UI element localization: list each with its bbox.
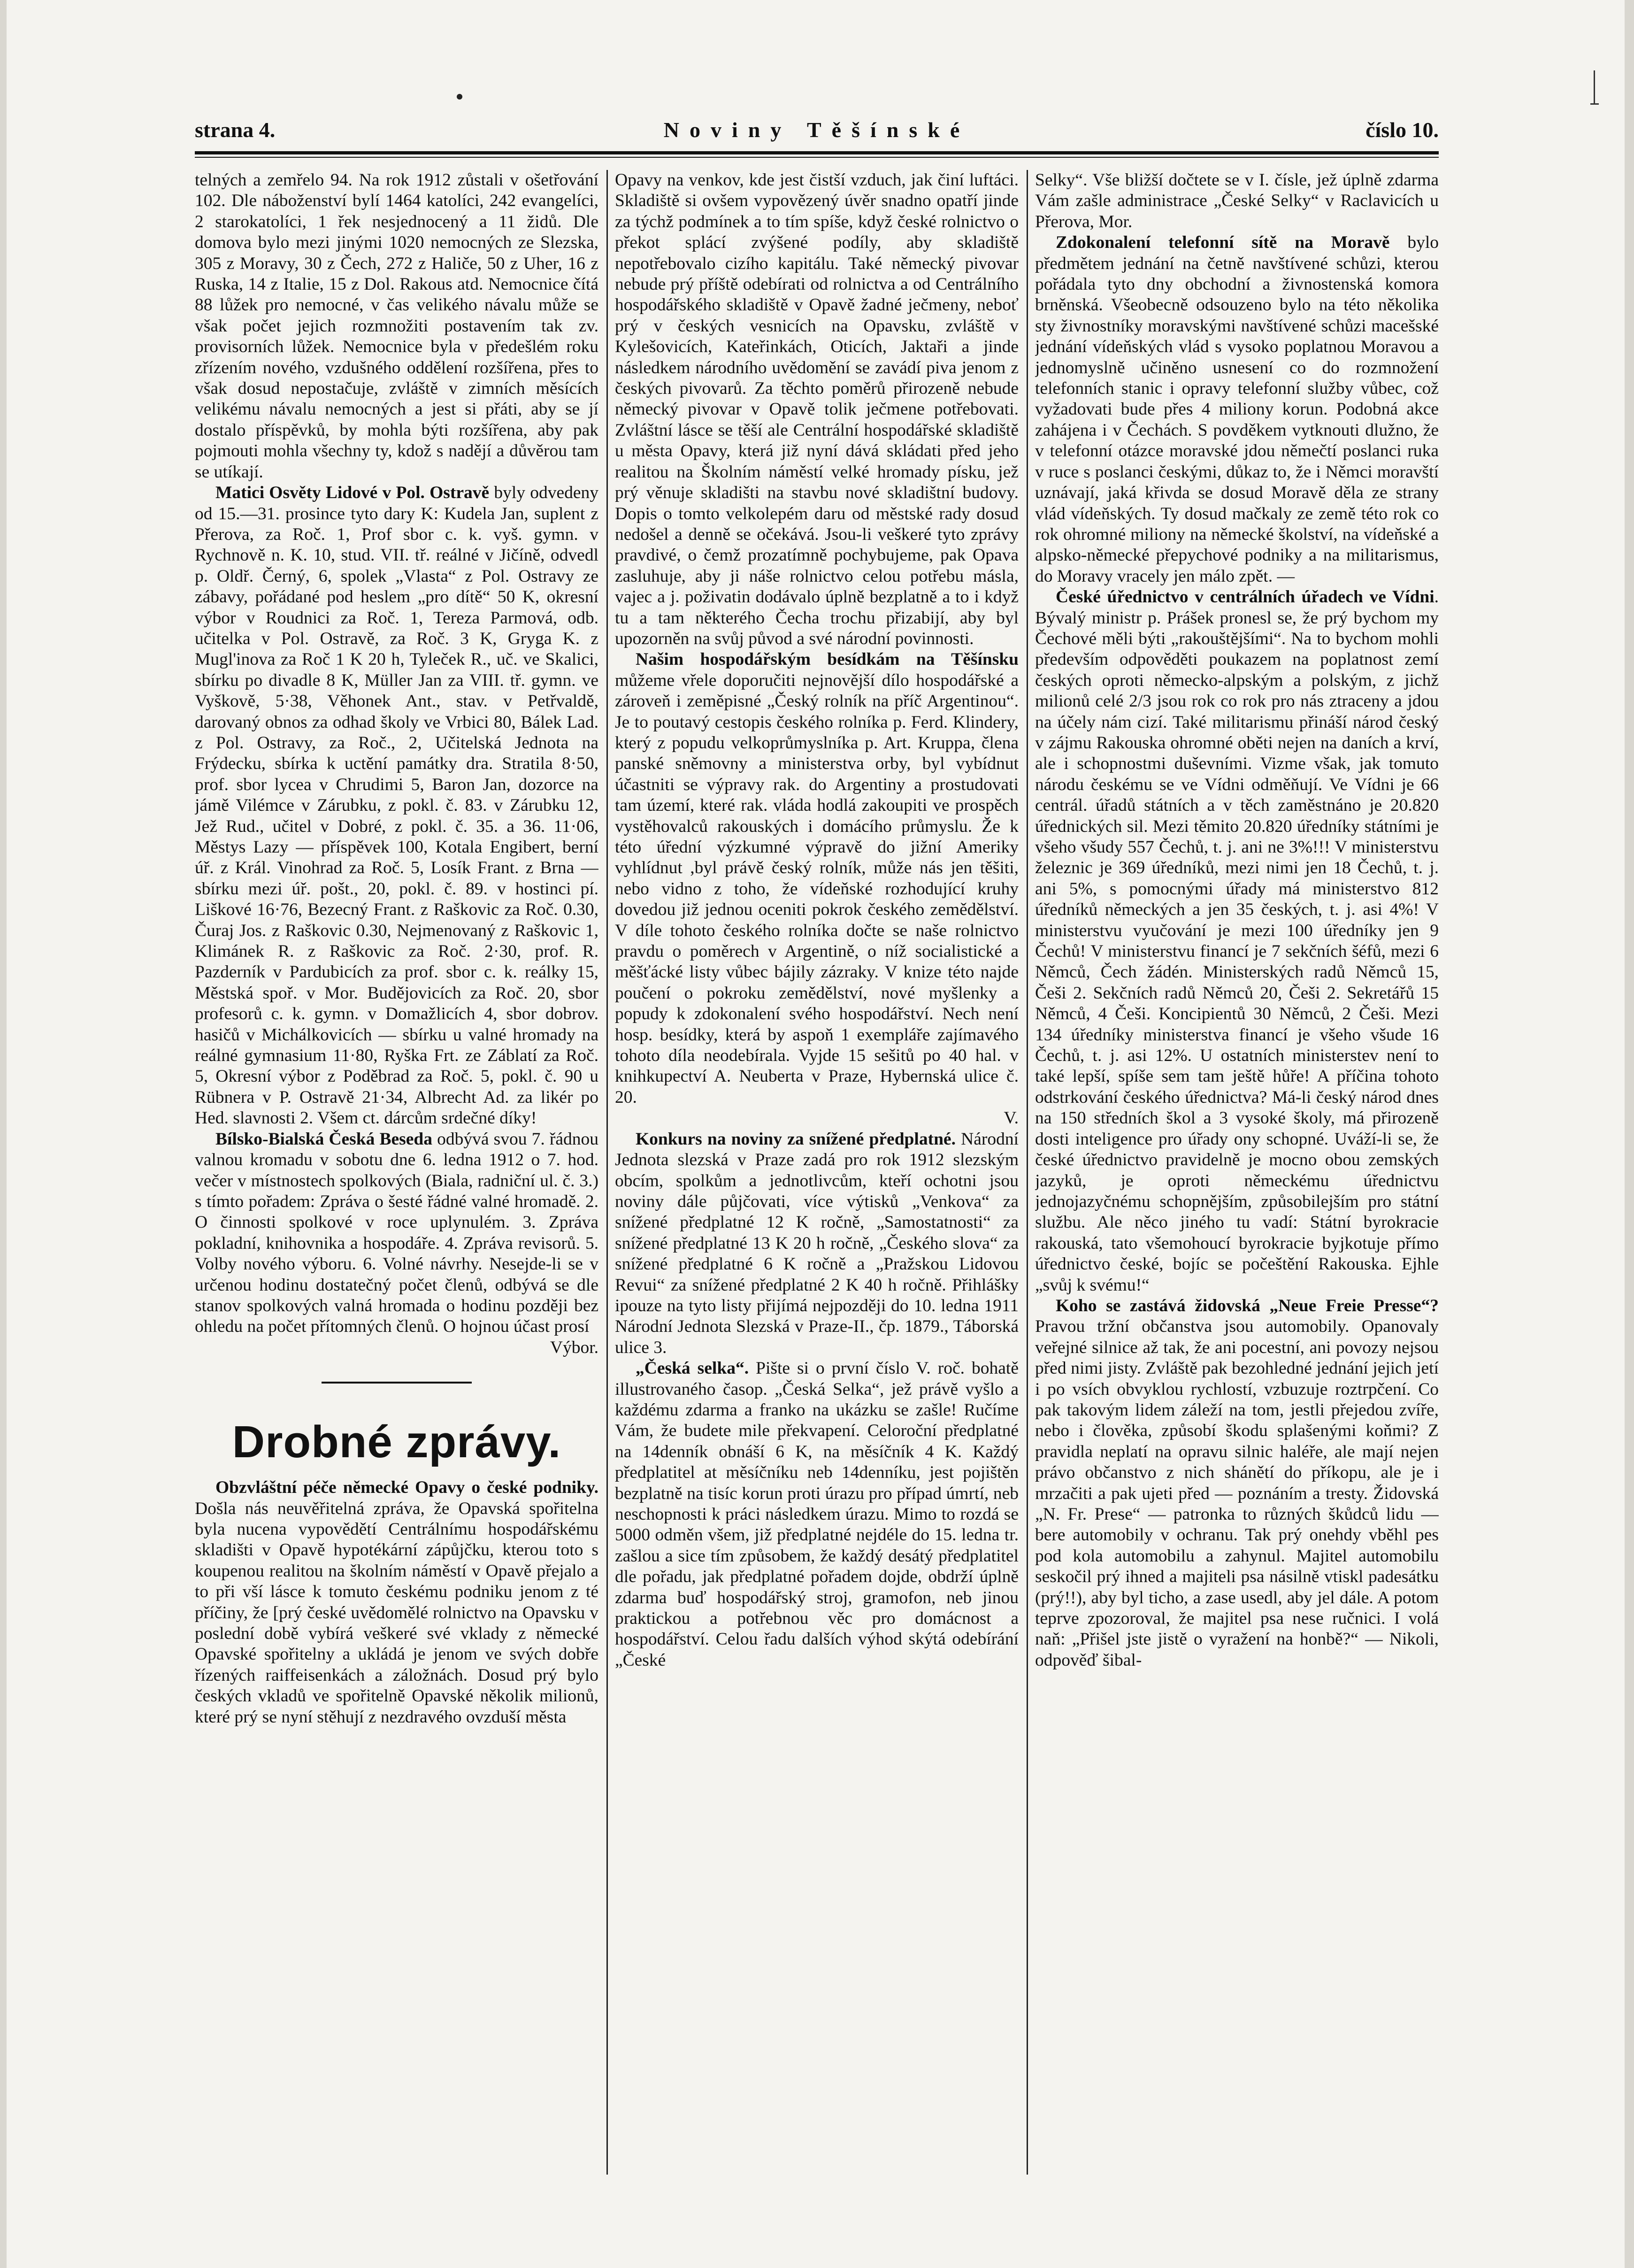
article-hospital-end: telných a zemřelo 94. Na rok 1912 zůstali v ošetřování 102. Dle náboženství bylí 1464 katolíci, 242 evangelíci, 2 starokatolíci, 1 řek nesjednocený a 11 židů. Dle domova bylo mezi jinými 1020 nemocných ze Slezska, 305 z Moravy, 30 z Čech, 272 z Haliče, 50 z Uher, 16 z Ruska, 14 z Italie, 15 z Dol. Rakous atd. Nemocnice čítá 88 lůžek pro nemocné, v čas velikého návalu může se však počet jejich rozmnožiti postavením tak zv. provisorních lůžek. Nemocnice byla v předešlém roku zřízením nového, vzdušného oddělení rozšířena, přes to však dosud nepostačuje, zvláště v zimních měsících velikému návalu nemocných a jest si přáti, aby se jí dostalo příspěvků, by mohla býti rozšířena, aby pak pojmouti mohla všechny ty, kdož s nadějí a důvěrou tam se utíkají. bbox=[195, 170, 598, 482]
article-body: Pište si o první číslo V. roč. bohatě illustrovaného časop. „Česká Selka“, jež právě vyšlo a každému zdarma a franko na ukázku se zašle! Ručíme Vám, že budete mile překvapení. Celoroční předplatné na 14denník obnáší 6 K, na měsíčník 4 K. Každý předplatitel at měsíčníku neb 14denníku, jest pojištěn bezplatně na tisíc korun proti úrazu pro případ úmrtí, neb neschopnosti k práci následkem úrazu. Mimo to rozdá se 5000 odměn všem, již předplatné nejdéle do 15. ledna tr. zašlou a sice tím způsobem, že každý desátý předplatitel dle pořadu, jak předplatné pořadem dojde, obdrží úplně zdarma buď hospodářský stroj, gramofon, neb jinou praktickou a potřebnou věc pro domácnost a hospodářství. Celou řadu dalších výhod skýtá odebírání „České bbox=[615, 1359, 1019, 1670]
column-divider bbox=[606, 170, 608, 2175]
page-header bbox=[195, 117, 1439, 146]
scan-edge-left bbox=[0, 0, 7, 2268]
article-body: odbývá svou 7. řádnou valnou kromadu v sobotu dne 6. ledna 1912 o 7. hod. večer v místnostech spolkových (Biala, radniční ul. č. 3.) s tímto pořadem: Zpráva o šesté řádné valné hromadě. 2. O činnosti spolkové v roce uplynulém. 3. Zpráva pokladní, knihovnika a hospodáře. 4. Zpráva revisorů. 5. Volby nového výboru. 6. Volné návrhy. Nesejde-li se v určenou hodinu dostatečný počet členů, odbývá se dle stanov spolkových valná hromada o hodinu později bez ohledu na počet přítomných členů. O hojnou účast prosí bbox=[195, 1129, 598, 1337]
header-rule-thick bbox=[195, 151, 1439, 154]
column-2 bbox=[615, 170, 1019, 2175]
header-rule-thin bbox=[195, 157, 1439, 158]
column-3 bbox=[1035, 170, 1439, 2175]
article-body: byly odvedeny od 15.—31. prosince tyto dary K: Kudela Jan, suplent z Přerova, za Roč. 1, Prof sbor c. k. vyš. gymn. v Rychnově n. K. 10, stud. VII. tř. reálné v Jičíně, odvedl p. Oldř. Černý, 6, spolek „Vlasta“ z Pol. Ostravy ze zábavy, pořádané pod heslem „pro dítě“ 50 K, okresní výbor v Roudnici za Roč. 1, Tereza Parmová, odb. učitelka v Pol. Ostravě, za Roč. 3 K, Gryga K. z Mugl'inova za Roč 1 K 20 h, Tyleček R., uč. ve Skalici, sbírku po divadle 8 K, Müller Jan za VIII. tř. gymn. ve Vyškově, 5·38, Věhonek Ant., stav. v Petřvaldě, darovaný obnos za odhad školy ve Vrbici 80, Bálek Lad. z Pol. Ostravy, za Roč., 2, Učitelská Jednota na Frýdecku, sbírka k uctění památky dra. Stratila 8·50, prof. sbor lycea v Chrudimi 5, Baron Jan, dozorce na jámě Vilémce v Zárubku, z pokl. č. 83. v Zárubku 12, Jež Rud., učitel v Dobré, z pokl. č. 35. a 36. 11·06, Městys Lazy — příspěvek 100, Kotala Engibert, berní úř. z Král. Vinohrad za Roč. 5, Losík Frant. z Brna — sbírku mezi úř. pošt., 20, pokl. č. 89. v hostinci pí. Liškové 16·76, Bezecný Frant. z Raškovic za Roč. 0.30, Čuraj Jos. z Raškovic 0.30, Nejmenovaný z Raškovic 1, Klimánek R. z Raškovic za Roč. 2·30, prof. R. Pazderník v Pardubicích za prof. sbor c. k. reálky 15, Městská spoř. v Mor. Budějovicích za Roč. 20, sbor profesorů c. k. gymn. v Domažlicích 4, sbor dobrov. hasičů v Michálkovicích — sbírku u valné hromady na reálné gymnasium 11·80, Ryška Frt. ze Záblatí za Roč. 5, Okresní výbor z Poděbrad za Roč. 5, pokl. č. 90 u Rübnera v P. Ostravě 21·34, Albrecht Ad. za likér po Hed. slavnosti 2. Všem ct. dárcům srdečné díky! bbox=[195, 483, 598, 1128]
scan-edge-right bbox=[1625, 0, 1634, 2268]
article-telefonni-sit bbox=[1035, 232, 1439, 587]
article-neue-freie-presse bbox=[1035, 1296, 1439, 1671]
article-konkurs-noviny bbox=[615, 1129, 1019, 1358]
article-opava-care bbox=[195, 1477, 598, 1728]
article-ceske-urednictvo bbox=[1035, 587, 1439, 1296]
article-body: bylo předmětem jednání na četně navštívené schůzi, kterou pořádala tyto dny obchodní a živnostenská komora brněnská. Všeobecně odsouzeno bylo na této několika sty živnostníky moravskými navštívené schůzi macešské jednání vídeňských vlád s vysoko poplatnou Moravou a jednomyslně učiněno usnesení co do rozmnožení telefonních stanic i opravy telefonní služby vůbec, což vyžadovati bude přes 4 miliony korun. Podobná akce zahájena i v Čechách. S povděkem vytknouti dlužno, že v telefonní otázce moravské jdou němečtí poslanci ruka v ruce s poslanci českými, důkaz to, že i Němci moravští uznávají, jaká křivda se dosud Moravě děla ze strany vlád vídeňských. Ty dosud mačkaly ze země této rok co rok ohromné miliony na německé školství, na vídeňské a alpsko-německé přepychové podniky a na militarismus, do Moravy vracely jen málo zpět. — bbox=[1035, 233, 1439, 586]
article-matice-osvety bbox=[195, 483, 598, 1129]
section-title: Drobné zprávy. bbox=[232, 1417, 561, 1468]
article-body: Národní Jednota slezská v Praze zadá pro rok 1912 slezským obcím, spolkům a jednotlivcům, kteří ochotni jsou noviny dále půjčovati, více výtisků „Venkova“ za snížené předplatné 12 K ročně, „Samostatnosti“ za snížené předplatné 13 K 20 h ročně, „Českého slova“ za snížené předplatné 6 K ročně a „Pražskou Lidovou Revui“ za snížené předplatné 2 K 40 h ročně. Přihlášky ipouze na tyto listy přijímá nejpozději do 10. ledna 1911 Národní Jednota Slezská v Praze-II., čp. 1879., Táborská ulice 3. bbox=[615, 1129, 1019, 1357]
article-signature: Výbor. bbox=[550, 1338, 598, 1357]
issue-number: číslo 10. bbox=[1366, 118, 1439, 142]
article-body: Pravou tržní občanstva jsou automobily. Opanovaly veřejné silnice až tak, že ani pocestní, ani povozy nejsou před nimi jisty. Zvláště pak bezohledné jednání jejich jetí i po vsích obvyklou rychlostí, vzbuzuje roztrpčení. Co pak takovým lidem záleží na tom, jestli přejedou zvíře, nebo i člověka, způsobí škodu splašenými koňmi? Z pravidla neplatí na opravu silnic haléře, ale mají nejen právo občanstvo z nich shánětí do příkopu, ale je i mrzačiti a pak ujeti před — poznáním a tresty. Židovská „N. Fr. Prese“ — patronka to různých škůdců lidu — bere automobily v ochranu. Tak prý onehdy vběhl pes pod kola automobilu a zahynul. Majitel automobilu seskočil prý ihned a majiteli psa násilně vtiskl padesátku (prý!!), aby byl ticho, a zase usedl, aby jel dále. A potom teprve zpozoroval, že majitel psa nese ručnici. I volá naň: „Přišel jste jistě o vyražení na honbě?“ — Nikoli, odpověď šibal- bbox=[1035, 1317, 1439, 1670]
article-lead: Našim hospodářským besídkám na Těšínsku bbox=[636, 650, 1019, 669]
article-ceska-selka-end: Selky“. Vše bližší dočtete se v I. čísle, jež úplně zdarma Vám zašle administrace „České Selky“ v Raclavicích u Přerova, Mor. bbox=[1035, 170, 1439, 231]
article-lead: Koho se zastává židovská „Neue Freie Presse“? bbox=[1056, 1296, 1439, 1315]
article-lead: Bílsko-Bialská Česká Beseda bbox=[215, 1129, 433, 1149]
article-signature: V. bbox=[1004, 1108, 1019, 1128]
page-number: strana 4. bbox=[195, 118, 276, 142]
crop-mark bbox=[1594, 70, 1595, 103]
article-lead: Zdokonalení telefonní sítě na Moravě bbox=[1056, 233, 1390, 253]
article-lead: Matici Osvěty Lidové v Pol. Ostravě bbox=[215, 483, 490, 503]
crop-mark bbox=[1590, 103, 1599, 105]
article-body: můžeme vřele doporučiti nejnovější dílo hospodářské a zároveň i zeměpisné „Český rolník na příč Argentinou“. Je to poutavý cestopis českého rolníka p. Ferd. Klindery, který z popudu velkoprůmyslníka p. Art. Kruppa, člena panské sněmovny a ministerstva orby, byl vybídnut účastniti se výpravy rak. do Argentiny a prostudovati tam území, které rak. vláda hodlá zakoupiti ve prospěch vystěhovalců rakouských i domácího průmyslu. Že k této úřední výzkumné výpravě do jižní Ameriky vyhlídnut ,byl právě český rolník, může nás jen těšiti, nebo vidno z toho, že vídeňské rozhodující kruhy dovedou již jednou oceniti pokrok českého zemědělství. V díle tohoto českého rolníka dočte se naše rolnictvo pravdu o poměrech v Argentině, o níž socialistické a měšťácké listy vůbec bájily zázraky. V knize této najde poučení o pokroku zemědělství, nové myšlenky a popudy k zdokonalení svého hospodářství. Nech není hosp. besídky, která by aspoň 1 exempláře zajímavého tohoto díla neodebírala. Vyjde 15 sešitů po 40 hal. v knihkupectví A. Neuberta v Praze, Hybernská ulice č. 20. bbox=[615, 670, 1019, 1107]
article-lead: „Česká selka“. bbox=[636, 1359, 749, 1378]
article-body: . Bývalý ministr p. Prášek pronesl se, že prý bychom my Čechové měli býti „rakouštějšími“. Na to bychom mohli především odpověděti poukazem na poplatnost zemí českých oproti německo-alpským a polským, z jichž milionů celé 2/3 jsou rok co rok pro nás ztraceny a jdou na účely nám cizí. Také militarismu přináší národ český v zájmu Rakouska ohromné oběti nejen na daních a krví, ale i schopnostmi duševními. Vizme však, jak tomuto národu českému se ve Vídni odměňují. Ve Vídni je 66 centrál. úřadů státních a v těch zaměstnáno je 20.820 úřednických sil. Mezi těmito 20.820 úředníky státními je všeho všudy 557 Čechů, t. j. ani ne 3%!!! V ministerstvu železnic je 369 úředníků, mezi nimi jen 18 Čechů, t. j. ani 5%, s pomocnými úřady má ministerstvo 812 úředníků německých a jen 35 českých, t. j. asi 4%! V ministerstvu vyučování je mezi 100 úředníky jen 9 Čechů! V ministerstvu financí je 7 sekčních šéfů, mezi 6 Němců, Čech žádén. Ministerských radů Němců 15, Češi 2. Sekčních radů Němců 20, Češi 2. Sekretářů 15 Němců, 4 Češi. Koncipientů 30 Němců, 2 Češi. Mezi 134 úředníky ministerstva financí je všeho všude 16 Čechů, t. j. asi 12%. U ostatních ministerstev není to také lepší, spíše sem tam ještě hůře! A příčina tohoto odstrkování českého úřednictva? Má-li český národ dnes na 150 středních škol a 3 vysoké školy, má přirozeně dosti inteligence pro úřady ony schopné. Uváží-li se, že české úřednictvo pravidelně je mocno obou zemských jazyků, je oproti německému úřednictvu jednojazyčnému schopnějším, způsobilejším pro státní službu. Ale něco jiného tu vadí: Státní byrokracie rakouská, tato všemohoucí byrokracie byjkotuje přímo úřednictvo české, bojíc se počeštění Rakouska. Ejhle „svůj k svému!“ bbox=[1035, 587, 1439, 1295]
article-lead: Obzvláštní péče německé Opavy o české podniky. bbox=[215, 1478, 598, 1498]
article-body: Došla nás neuvěřitelná zpráva, že Opavská spořitelna byla nucena vypovědětí Centrálnímu hospodářskému skladišti v Opavě hypotékární zápůjčku, kterou toto s koupenou realitou na školním náměstí v Opavě přejalo a to při vší lásce k tomuto českému podniku jenom z té příčiny, že [prý české uvědomělé rolnictvo na Opavsku v poslední době vybírá veškeré své vklady z německé Opavské spořitelny a ukládá je jenom ve svých dobře řízených raiffeisenkách a záložnách. Dosud prý bylo českých vkladů ve spořitelně Opavské několik milionů, které prý se nyní stěhují z nezdravého ovzduší města bbox=[195, 1499, 598, 1727]
print-mark bbox=[457, 94, 462, 100]
column-divider bbox=[1027, 170, 1028, 2175]
article-lead: České úřednictvo v centrálních úřadech ve Vídni bbox=[1056, 587, 1435, 607]
article-hospodarske-besidky bbox=[615, 649, 1019, 1108]
article-beseda bbox=[195, 1129, 598, 1338]
article-ceska-selka bbox=[615, 1358, 1019, 1671]
column-1 bbox=[195, 170, 598, 2175]
article-lead: Konkurs na noviny za snížené předplatné. bbox=[636, 1129, 956, 1149]
newspaper-name: Noviny Těšínské bbox=[663, 118, 970, 142]
section-rule bbox=[322, 1382, 472, 1384]
article-opava-continued: Opavy na venkov, kde jest čistší vzduch, jak činí luftáci. Skladiště si ovšem vypovězený úvěr snadno opatří jinde za týchž podmínek a to tím spíše, když české rolnictvo o překot splácí zvýšené podíly, aby skladiště nepotřebovalo cizího kapitálu. Také německý pivovar nebude prý příště odebírati od rolnictva a od Centrálního hospodářského skladiště v Opavě žadné ječmeny, neboť prý v českých vesnicích na Opavsku, zvláště v Kylešovicích, Kateřinkách, Oticích, Jaktaři a jinde následkem národního uvědomění se zavádí piva jenom z českých pivovarů. Za těchto poměrů přirozeně nebude německý pivovar v Opavě tolik ječmene potřebovati. Zvláštní lásce se těší ale Centrální hospodářské skladiště u města Opavy, která již nyní dává skládati před jeho realitou na Školním náměstí velké hromady písku, jež prý věnuje skladišti na stavbu nové skladištní budovy. Dopis o tomto velkolepém daru od městské rady dosud nedošel a denně se očekává. Jsou-li veškeré tyto zprávy pravdivé, o čemž prozatímně pochybujeme, pak Opava zasluhuje, aby ji náše rolnictvo celou potřebu másla, vajec a j. poživatin dodávalo úplně bezplatně a to i když tu a tam některého Čecha trochu přizabijí, aby byl upozorněn na svůj původ a své národní povinnosti. bbox=[615, 170, 1019, 648]
